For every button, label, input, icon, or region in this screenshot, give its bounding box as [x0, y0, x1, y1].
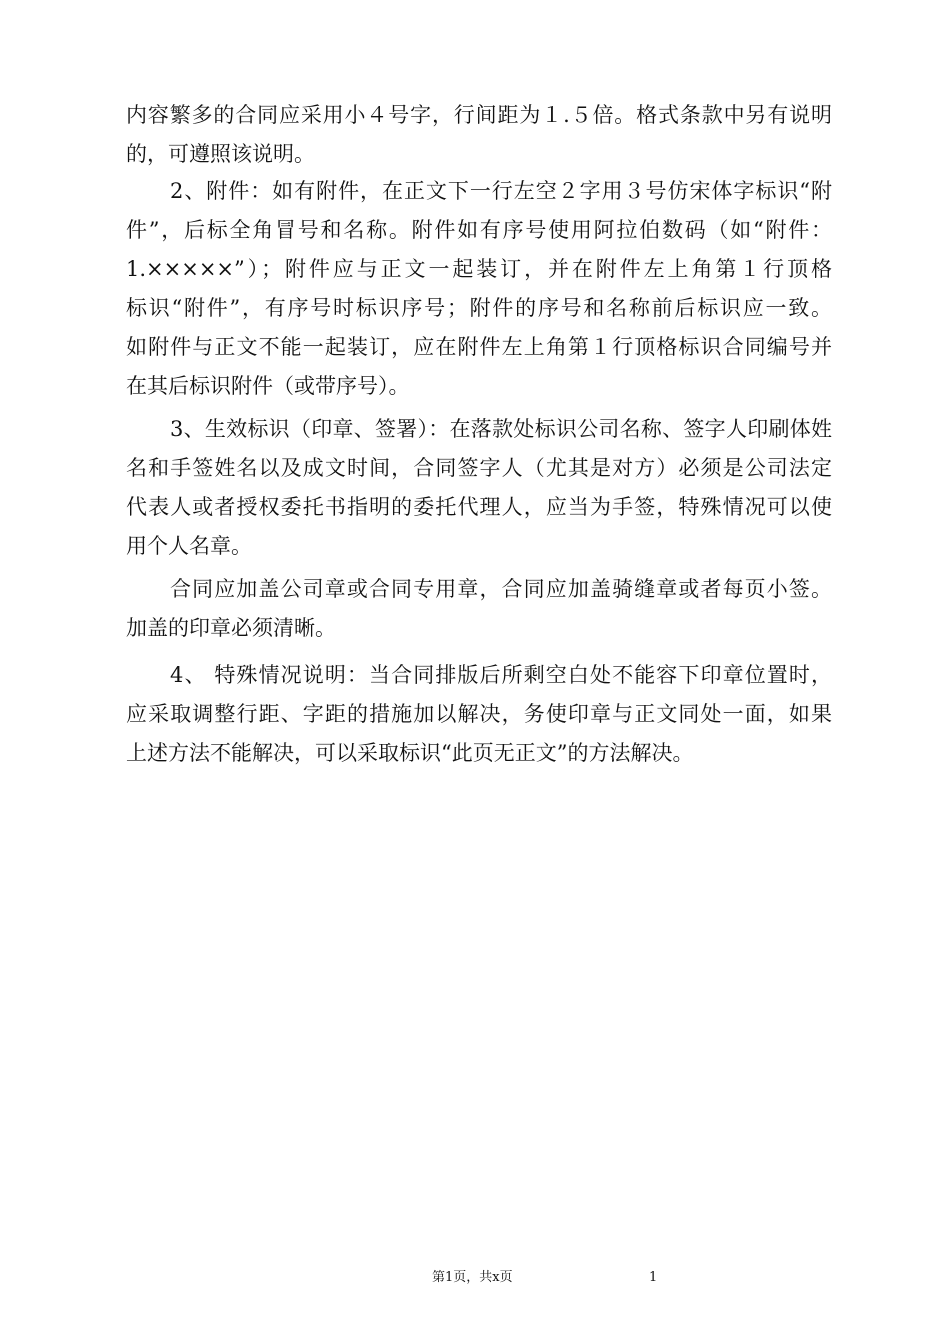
text-line: 4、 特殊情况说明：当合同排版后所剩空白处不能容下印章位置时， — [170, 663, 832, 687]
text-line: 2、附件：如有附件，在正文下一行左空２字用３号仿宋体字标识“附 — [170, 179, 832, 203]
text-line: 1.×××××”）；附件应与正文一起装订，并在附件左上角第１行顶格 — [126, 257, 832, 281]
paragraph-attachment-rule — [126, 172, 832, 406]
text-line: 件”，后标全角冒号和名称。附件如有序号使用阿拉伯数码（如“附件： — [126, 218, 832, 242]
text-line: 的，可遵照该说明。 — [126, 142, 315, 166]
text-line: 标识“附件”，有序号时标识序号；附件的序号和名称前后标识应一致。 — [126, 296, 832, 320]
text-line: 在其后标识附件（或带序号）。 — [126, 374, 410, 398]
paragraph-font-size-note — [126, 96, 832, 174]
text-line: 内容繁多的合同应采用小４号字，行间距为１.５倍。格式条款中另有说明 — [126, 103, 832, 127]
text-line: 加盖的印章必须清晰。 — [126, 616, 336, 640]
paragraph-seal-requirement — [126, 570, 832, 648]
text-line: 上述方法不能解决，可以采取标识“此页无正文”的方法解决。 — [126, 741, 694, 765]
text-line: 3、生效标识（印章、签署）：在落款处标识公司名称、签字人印刷体姓 — [170, 417, 832, 441]
text-line: 用个人名章。 — [126, 534, 252, 558]
text-line: 如附件与正文不能一起装订，应在附件左上角第１行顶格标识合同编号并 — [126, 335, 832, 359]
text-line: 应采取调整行距、字距的措施加以解决，务使印章与正文同处一面，如果 — [126, 702, 832, 726]
page-footer-label: 第1页，共x页 — [432, 1270, 513, 1285]
paragraph-effective-marking — [126, 410, 832, 566]
text-line: 合同应加盖公司章或合同专用章，合同应加盖骑缝章或者每页小签。 — [170, 577, 832, 601]
text-line: 名和手签姓名以及成文时间，合同签字人（尤其是对方）必须是公司法定 — [126, 456, 832, 480]
page-number: 1 — [649, 1270, 658, 1285]
paragraph-special-cases — [126, 656, 832, 773]
text-line: 代表人或者授权委托书指明的委托代理人，应当为手签，特殊情况可以使 — [126, 495, 832, 519]
